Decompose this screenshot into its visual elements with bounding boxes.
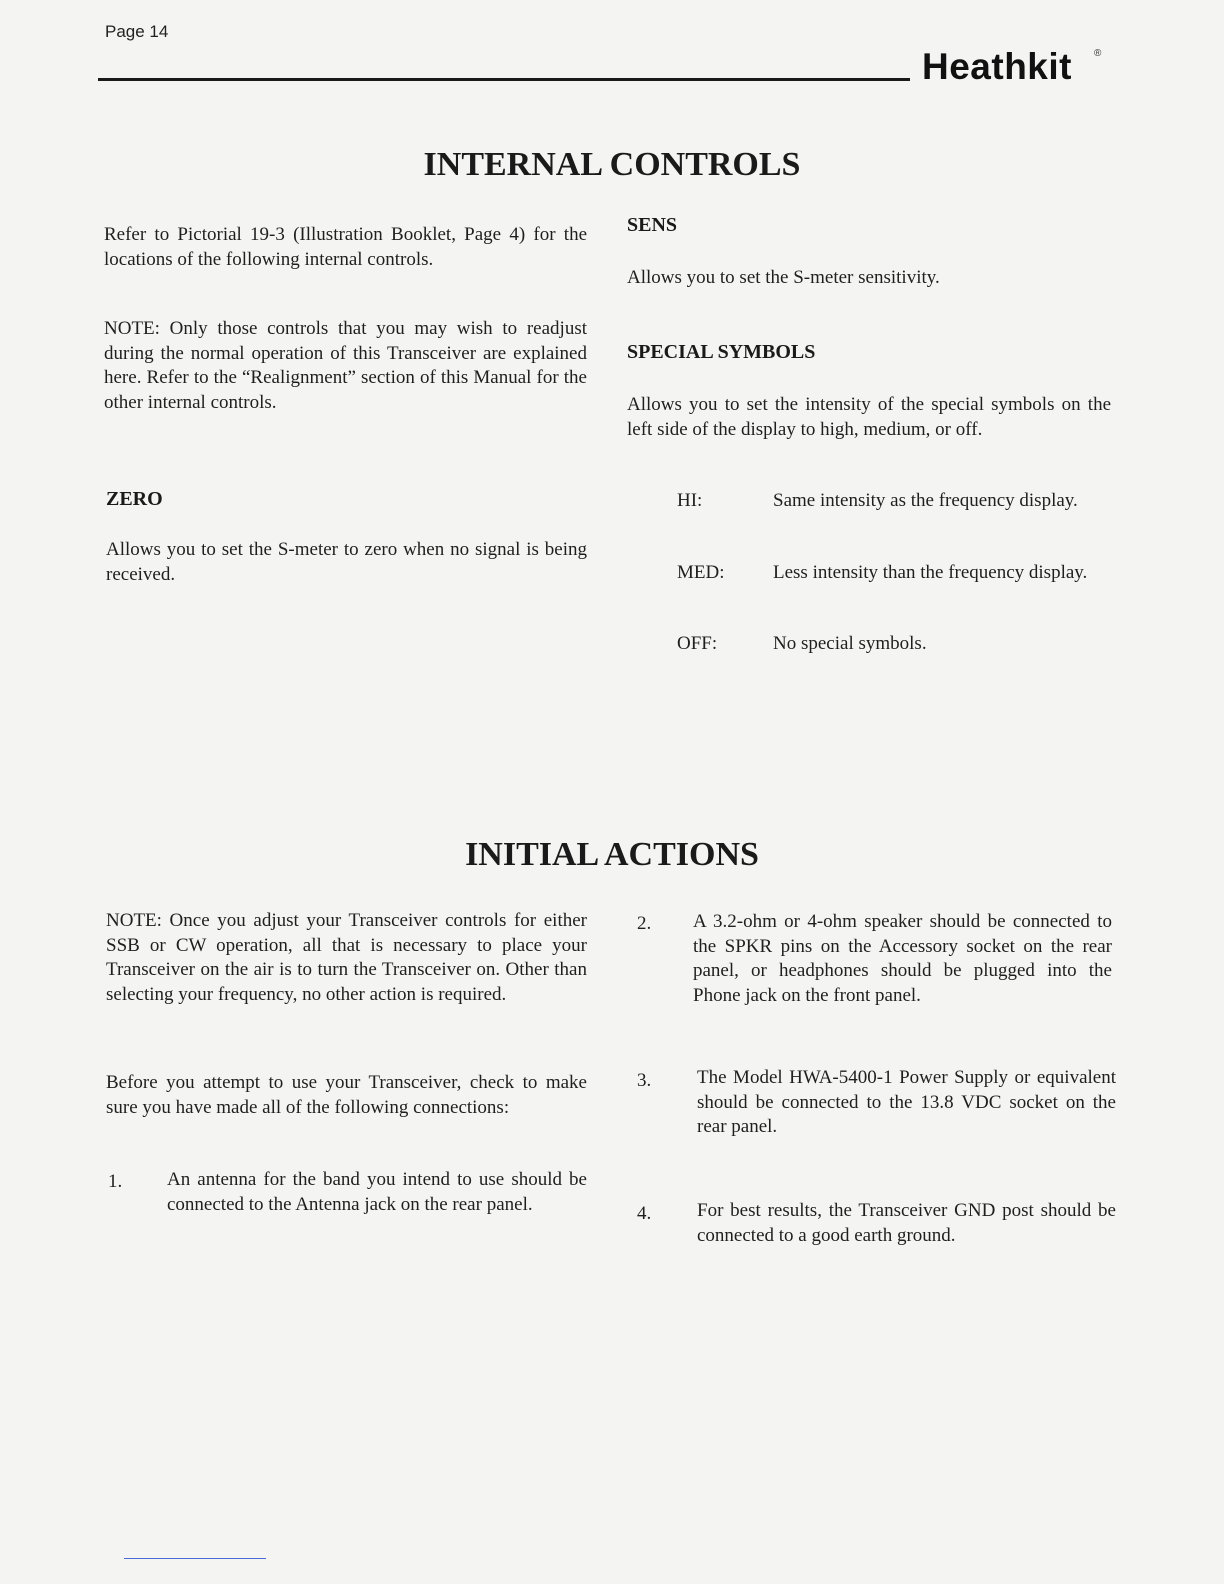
option-text-off: No special symbols.	[773, 633, 927, 654]
internal-controls-intro: Refer to Pictorial 19-3 (Illustration Booklet, Page 4) for the locations of the following internal controls.	[104, 224, 587, 270]
zero-heading: ZERO	[106, 488, 163, 510]
option-text-med: Less intensity than the frequency display.	[773, 562, 1088, 583]
option-label-hi: HI:	[677, 490, 703, 511]
item-number-1: 1.	[108, 1171, 123, 1192]
option-label-off: OFF:	[677, 633, 718, 654]
initial-actions-before: Before you attempt to use your Transceiver, check to make sure you have made all of the following connections:	[106, 1072, 587, 1118]
option-text-hi: Same intensity as the frequency display.	[773, 490, 1078, 511]
item-number-3: 3.	[637, 1070, 652, 1091]
sens-text: Allows you to set the S-meter sensitivity.	[627, 267, 940, 288]
item-text-1: An antenna for the band you intend to use should be connected to the Antenna jack on the rear panel.	[167, 1169, 587, 1215]
zero-text: Allows you to set the S-meter to zero when no signal is being received.	[106, 539, 587, 585]
internal-controls-note: NOTE: Only those controls that you may wish to readjust during the normal operation of this Transceiver are explained here. Refer to the “Realignment” section of this Manual for the other internal controls.	[104, 318, 587, 413]
bottom-rule	[124, 1558, 266, 1559]
item-number-4: 4.	[637, 1203, 652, 1224]
initial-actions-note: NOTE: Once you adjust your Transceiver controls for either SSB or CW operation, all that is necessary to place your Transceiver on the air is to turn the Transceiver on. Other than selecting your frequency, no other action is required.	[106, 910, 587, 1005]
internal-controls-title: INTERNAL CONTROLS	[423, 146, 801, 183]
item-text-3: The Model HWA-5400-1 Power Supply or equivalent should be connected to the 13.8 VDC socket on the rear panel.	[697, 1067, 1116, 1137]
page-number: Page 14	[105, 22, 169, 41]
initial-actions-title: INITIAL ACTIONS	[465, 836, 759, 873]
special-symbols-text: Allows you to set the intensity of the special symbols on the left side of the display to high, medium, or off.	[627, 394, 1111, 440]
special-symbols-heading: SPECIAL SYMBOLS	[627, 341, 816, 363]
item-text-2: A 3.2-ohm or 4-ohm speaker should be connected to the SPKR pins on the Accessory socket on the rear panel, or headphones should be plugged into the Phone jack on the front panel.	[693, 911, 1112, 1006]
sens-heading: SENS	[627, 214, 678, 236]
brand-logo: Heathkit	[922, 46, 1072, 87]
header-rule	[98, 78, 910, 81]
item-number-2: 2.	[637, 913, 652, 934]
registered-mark: ®	[1094, 48, 1102, 59]
option-label-med: MED:	[677, 562, 725, 583]
item-text-4: For best results, the Transceiver GND post should be connected to a good earth ground.	[697, 1200, 1116, 1246]
